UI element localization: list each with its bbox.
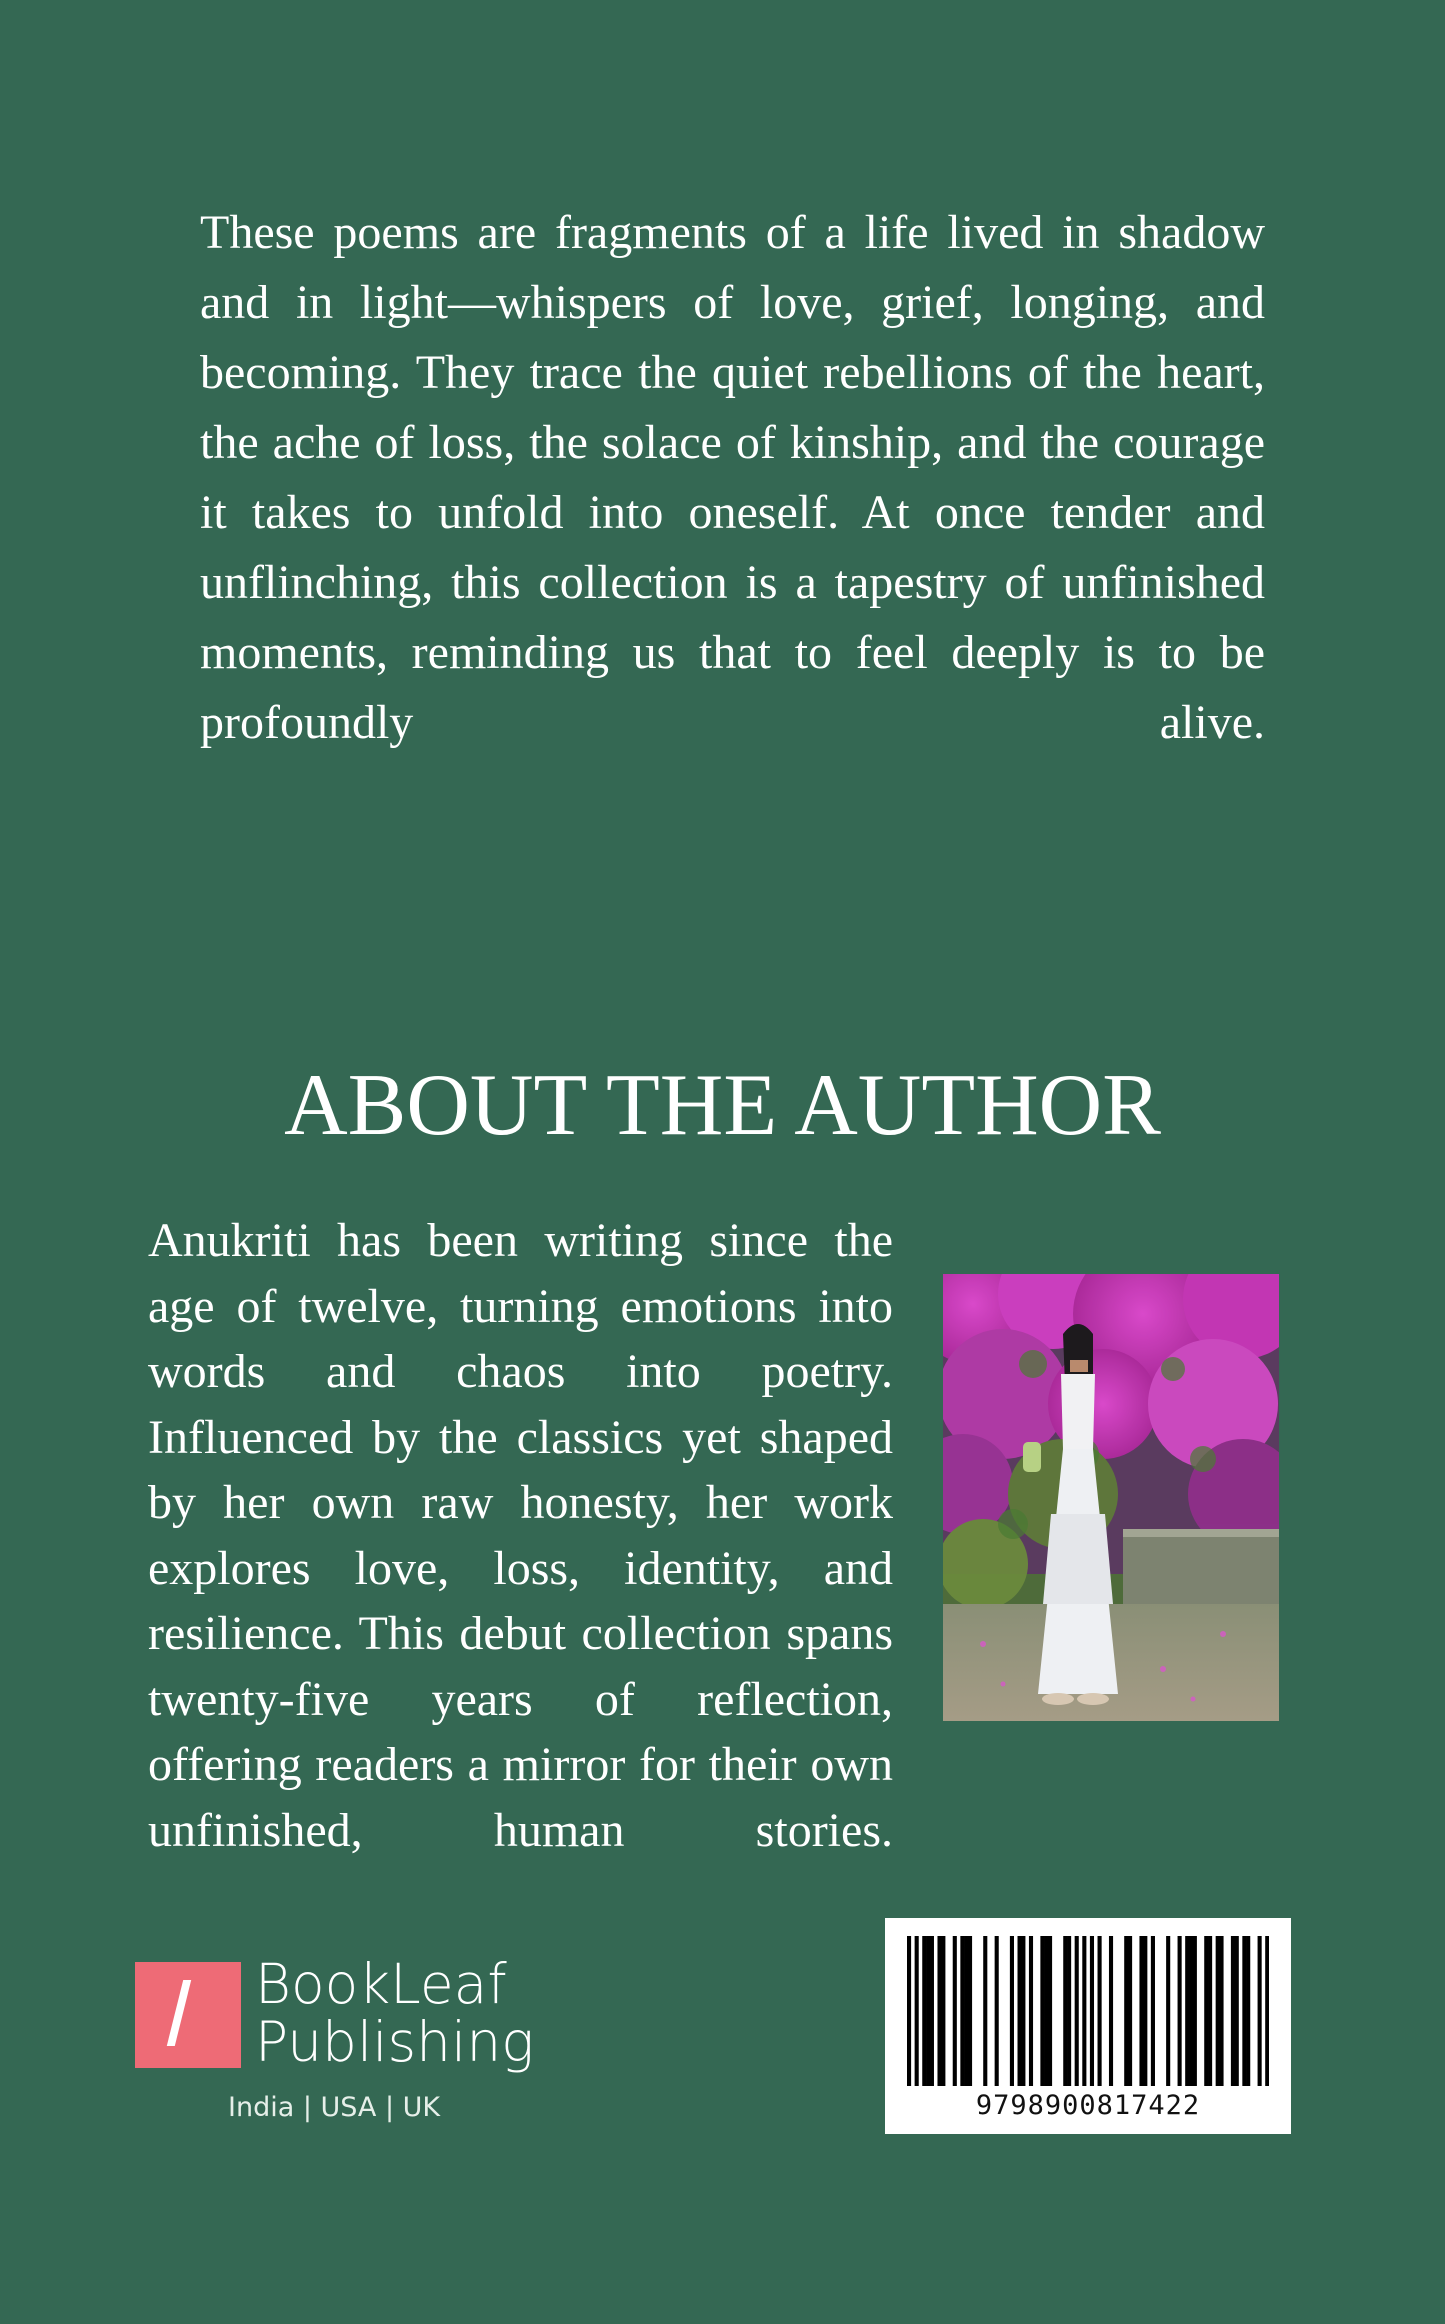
back-cover-blurb <box>200 198 1265 758</box>
barcode-bar <box>1151 1936 1155 2086</box>
bio-line: own unfinished, human stories. <box>148 1738 893 1857</box>
isbn-barcode <box>885 1918 1291 2134</box>
barcode-bar <box>1231 1936 1235 2086</box>
barcode-bar <box>1185 1936 1189 2086</box>
barcode-bar <box>1208 1936 1212 2086</box>
barcode-bar <box>1178 1936 1182 2086</box>
blurb-line: takes to unfold into oneself. At once tender and <box>251 486 1266 539</box>
blurb-line: profoundly alive. <box>200 696 1265 749</box>
barcode-bar <box>1098 1936 1102 2086</box>
barcode-bar <box>926 1936 930 2086</box>
barcode-bar <box>1010 1936 1014 2086</box>
barcode-bar <box>1029 1936 1033 2086</box>
blurb-line: the ache of loss, the solace of kinship, and the courage it <box>200 416 1265 539</box>
barcode-bar <box>1139 1936 1143 2086</box>
publisher-name-line2: Publishing <box>255 2010 535 2074</box>
barcode-bar <box>1235 1936 1239 2086</box>
barcode-bar <box>1021 1936 1025 2086</box>
barcode-bar <box>1246 1936 1250 2086</box>
author-photo <box>943 1274 1279 1721</box>
barcode-bar <box>968 1936 972 2086</box>
barcode-bar <box>1128 1936 1132 2086</box>
barcode-bar <box>1189 1936 1193 2086</box>
barcode-bar <box>1090 1936 1094 2086</box>
barcode-bar <box>1258 1936 1262 2086</box>
barcode-bar <box>1216 1936 1220 2086</box>
bio-line: spans twenty-five years of reflection, <box>148 1607 893 1726</box>
barcode-bar <box>915 1936 919 2086</box>
bio-line: words and chaos into poetry. <box>148 1345 893 1398</box>
blurb-line: moments, reminding us that to feel deeply is to be <box>200 626 1265 679</box>
barcode-bar <box>1124 1936 1128 2086</box>
barcode-bar <box>941 1936 945 2086</box>
barcode-bar <box>1063 1936 1067 2086</box>
barcode-bar <box>1265 1936 1269 2086</box>
barcode-bar <box>1040 1936 1044 2086</box>
barcode-bar <box>937 1936 941 2086</box>
blurb-line: becoming. They trace the quiet rebellions of the heart, <box>200 346 1265 399</box>
barcode-bar <box>964 1936 968 2086</box>
barcode-bar <box>1219 1936 1223 2086</box>
slash-icon <box>167 1980 191 2046</box>
blurb-line: These poems are fragments of a life lived in shadow and <box>200 206 1265 329</box>
barcode-bar <box>1143 1936 1147 2086</box>
barcode-bar <box>953 1936 957 2086</box>
barcode-bar <box>1193 1936 1197 2086</box>
about-author-heading: ABOUT THE AUTHOR <box>284 1057 1161 1154</box>
barcode-bar <box>995 1936 999 2086</box>
blurb-line: in light—whispers of love, grief, longing, and <box>295 276 1265 329</box>
bio-line: explores love, loss, identity, and <box>148 1541 893 1595</box>
barcode-bar <box>907 1936 911 2086</box>
bio-line: offering readers a mirror for their <box>148 1738 797 1791</box>
publisher-regions: India | USA | UK <box>228 2092 441 2123</box>
blurb-line: unflinching, this collection is a tapestry of unfinished <box>200 556 1265 609</box>
barcode-bar <box>1166 1936 1170 2086</box>
barcode-bar <box>1067 1936 1071 2086</box>
barcode-bar <box>1082 1936 1086 2086</box>
bio-line: age of twelve, turning emotions into <box>148 1279 893 1333</box>
barcode-bar <box>1075 1936 1079 2086</box>
barcode-bars <box>907 1936 1269 2086</box>
bio-line: by her own raw honesty, her work <box>148 1476 893 1529</box>
barcode-bar <box>1044 1936 1048 2086</box>
barcode-bar <box>1242 1936 1246 2086</box>
barcode-bar <box>930 1936 934 2086</box>
barcode-bar <box>1018 1936 1022 2086</box>
barcode-bar <box>960 1936 964 2086</box>
bio-line: resilience. This debut collection <box>148 1607 771 1660</box>
author-bio <box>148 1208 893 1863</box>
barcode-bar <box>983 1936 987 2086</box>
bio-line: Anukriti has been writing since the <box>148 1214 893 1267</box>
barcode-bar <box>1204 1936 1208 2086</box>
barcode-bar <box>922 1936 926 2086</box>
publisher-name-line1: BookLeaf <box>255 1952 507 2016</box>
publisher-logo-mark <box>135 1962 241 2068</box>
barcode-bar <box>1109 1936 1113 2086</box>
bio-line: Influenced by the classics yet shaped <box>148 1410 893 1464</box>
isbn-number: 9798900817422 <box>975 2090 1201 2121</box>
barcode-bar <box>1048 1936 1052 2086</box>
